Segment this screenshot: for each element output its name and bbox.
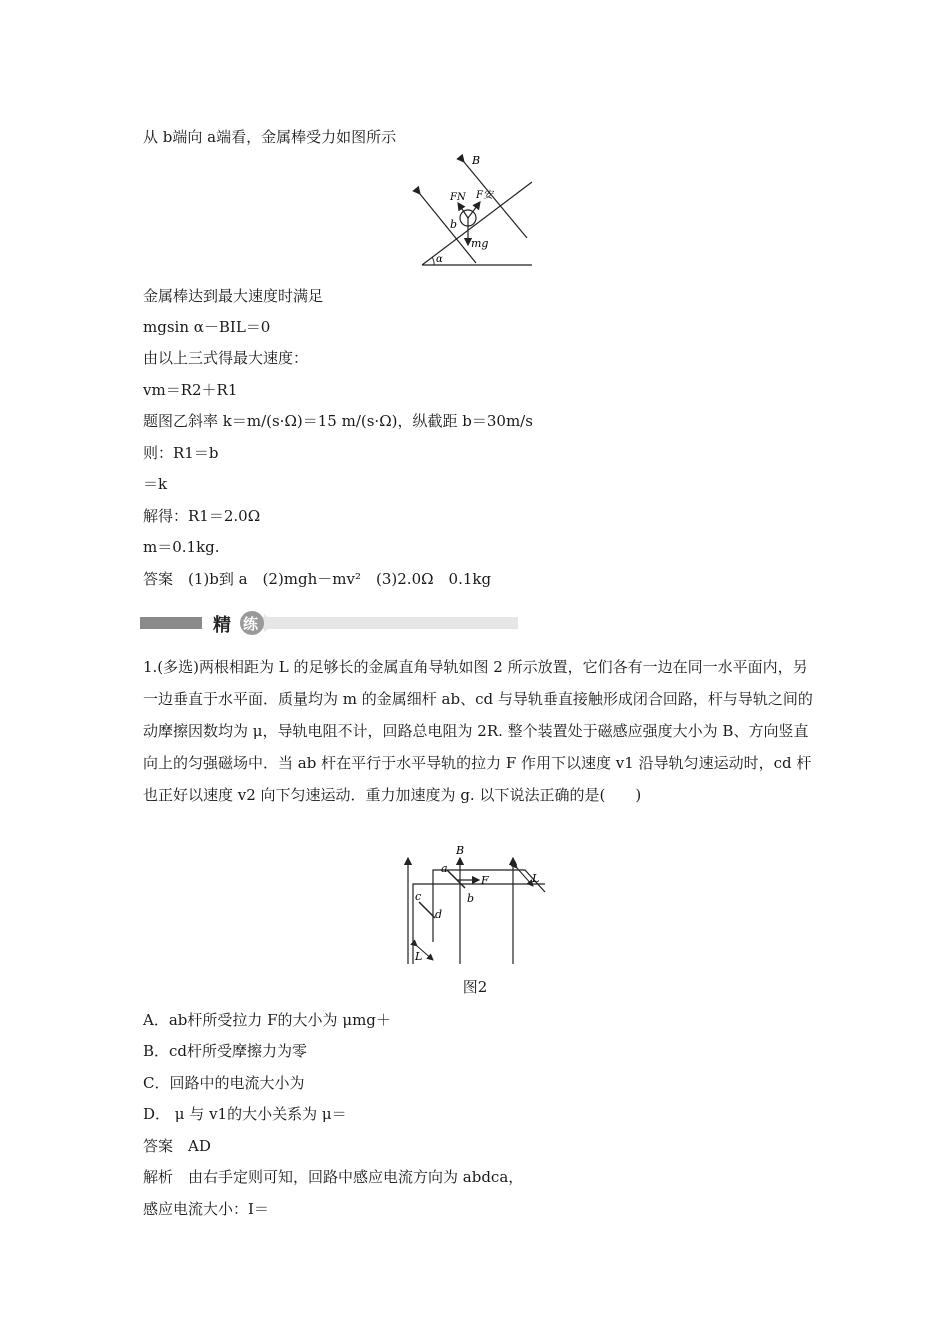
slope-text: 题图乙斜率 k＝m/(s·Ω)＝15 m/(s·Ω)，纵截距 b＝30m/s: [143, 412, 533, 430]
solve-text: 解得：R1＝2.0Ω: [143, 507, 261, 525]
answer-2: 答案 AD: [143, 1137, 211, 1155]
label-b-rod: b: [467, 892, 475, 905]
k-equation: ＝k: [143, 475, 168, 493]
option-c: C．回路中的电流大小为: [143, 1074, 305, 1092]
banner-title-2: 练: [243, 615, 259, 633]
current-text: 感应电流大小：I＝: [143, 1200, 269, 1218]
label-l-top: L: [532, 872, 540, 885]
label-fan: F安: [476, 190, 493, 201]
rod-ab: [447, 870, 465, 888]
label-mg: mg: [471, 237, 489, 250]
label-d: d: [435, 908, 443, 921]
label-a: a: [441, 862, 448, 875]
force-diagram: [400, 150, 540, 270]
question-1-stem: 1.(多选)两根相距为 L 的足够长的金属直角导轨如图 2 所示放置，它们各有一边在同一水平面内，另一边垂直于水平面．质量均为 m 的金属细杆 ab、cd 与导轨垂直接触形成闭合回路，杆与导轨之间的动摩擦因数均为 μ，导轨电阻不计，回路总电阻为 2R. 整个装置处于磁感应强度大小为 B、方向竖直向上的匀强磁场中．当 ab 杆在平行于水平导轨的拉力 F 作用下以速度 v1 沿导轨匀速运动时，cd 杆也正好以速度 v2 向下匀速运动．重力加速度为 g. 以下说法正确的是( ): [143, 658, 813, 804]
equation-1: mgsin α－BIL＝0: [143, 318, 271, 336]
max-speed-condition: 金属棒达到最大速度时满足: [143, 287, 324, 305]
label-b-end: b: [450, 218, 458, 231]
banner-title-1: 精: [213, 615, 231, 636]
analysis-text: 解析 由右手定则可知，回路中感应电流方向为 abdca，: [143, 1168, 524, 1186]
label-l-bottom: L: [415, 950, 423, 963]
combine-text: 由以上三式得最大速度：: [143, 349, 309, 367]
label-b-field: B: [472, 154, 481, 167]
option-d: D． μ 与 v1的大小关系为 μ＝: [143, 1105, 347, 1123]
vm-equation: vm＝R2＋R1: [143, 381, 238, 399]
label-c: c: [415, 890, 422, 903]
alpha-arc: [432, 257, 434, 265]
label-fn: FN: [450, 192, 466, 203]
then-text: 则：R1＝b: [143, 444, 219, 462]
view-note: 从 b端向 a端看，金属棒受力如图所示: [143, 128, 397, 146]
option-a: A．ab杆所受拉力 F的大小为 μmg＋: [143, 1011, 391, 1029]
label-f: F: [481, 874, 489, 887]
label-alpha: α: [436, 254, 443, 265]
rail-diagram: [395, 842, 555, 968]
mass-text: m＝0.1kg.: [143, 538, 220, 556]
option-b: B．cd杆所受摩擦力为零: [143, 1042, 308, 1060]
figure-2-caption: 图2: [462, 978, 488, 996]
section-banner: [140, 610, 518, 636]
answer-1: 答案 (1)b到 a (2)mgh－mv² (3)2.0Ω 0.1kg: [143, 570, 492, 588]
label-b: B: [456, 844, 465, 857]
